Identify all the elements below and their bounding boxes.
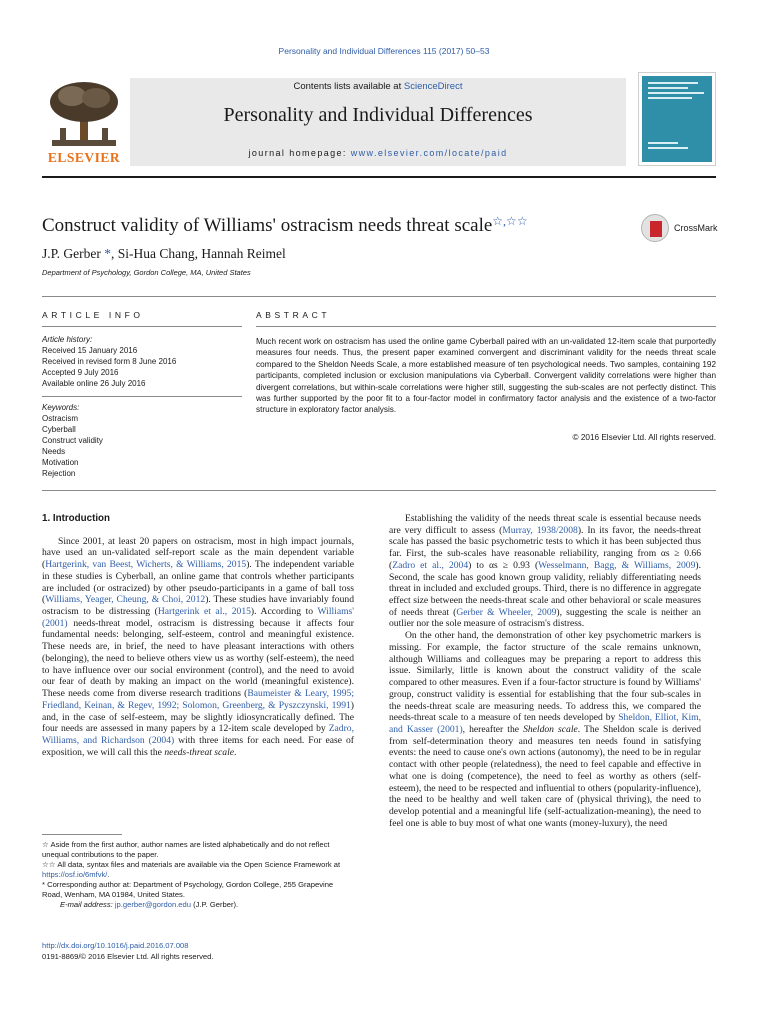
footnote-1-text: Aside from the first author, author names are listed alphabetically and do not reflect unequal contributions to the paper. [42,840,330,859]
body-text: ). In its favor, the needs-threat scale has passed the basic psychometric tests to which it has been subjected thus far. First, the sub-scales have reasonable reliability, ranging from αs ≥ 0.66 ( [389,524,701,571]
history-label: Article history: [42,335,93,344]
body-column-right [389,513,701,829]
footnote-rule [42,834,122,835]
citation-link[interactable]: Hartgerink et al., 2015 [157,606,251,618]
masthead-rule [42,176,716,178]
abstract-heading-rule [256,326,716,327]
doi-link[interactable]: http://dx.doi.org/10.1016/j.paid.2016.07.008 [42,941,189,950]
footnote-3 [42,880,354,900]
title-footnote-marks[interactable]: ☆,☆☆ [492,214,528,228]
keyword-item: Motivation [42,458,79,467]
body-text: ). Second, the scale has good known group validity, reliably differentiating needs threat in included and excluded groups. Third, there is no difference in aggregate effect size between the needs-threat scale and other behavioral or scale measures of needs threat ( [389,559,701,618]
article-title [42,214,528,237]
running-head[interactable] [0,46,768,56]
article-history [42,334,176,389]
abstract-heading: ABSTRACT [256,310,331,320]
crossmark-icon [641,214,669,242]
issn-line: 0191-8869/© 2016 Elsevier Ltd. All rights reserved. [42,951,214,961]
affiliation: Department of Psychology, Gordon College, MA, United States [42,268,251,277]
publisher-name: ELSEVIER [47,150,121,165]
keywords-label: Keywords: [42,403,80,412]
article-title-text: Construct validity of Williams' ostracism needs threat scale [42,215,493,236]
footnote-2-text: All data, syntax files and materials are available via the Open Science Framework at [57,860,341,869]
citation-link[interactable]: Sheldon, Elliot, Kim, and Kasser (2001) [389,712,701,735]
footnote-mark: ☆ [42,840,49,849]
info-top-rule [42,296,716,297]
body-text: ). These studies have invariably found ostracism to be distressing ( [42,594,354,618]
journal-homepage [130,148,626,158]
italic-term: needs-threat scale [164,746,235,758]
tree-logo-icon [42,78,126,150]
body-text: ) and, in the case of self-esteem, may be slightly idiosyncratically defined. The four needs are assessed in many papers by a 12-item scale developed by [42,699,354,735]
footnotes [42,840,354,910]
body-column-left [42,513,354,758]
citation-link[interactable]: Murray, 1938/2008 [502,524,578,536]
intro-paragraph-3 [389,630,701,829]
body-text: needs-threat model, ostracism is distressing because it affects four fundamental needs: belonging, self-esteem, control and meaningful existence. These needs are, in brief, the need to have pleasant interactions with others (belonging), the need to believe others view us as worthy (self-esteem), the need to have influence over our social environment (control), and the need to avoid our fear of death by making an impact on the world (meaningful existence). These needs come from diverse research traditions ( [42,617,354,700]
author-first: J.P. Gerber [42,246,105,261]
footnote-mark: ☆☆ [42,860,56,869]
author-list [42,246,286,262]
contents-prefix: Contents lists available at [293,81,404,92]
journal-title: Personality and Individual Differences [223,104,533,126]
crossmark-badge[interactable] [641,214,721,244]
body-text: . The Sheldon scale is derived from self-determination theory and measures ten needs found in satisfying events: the need to cause one's own actions (autonomy), the need to be in regular contact with other people (relatedness), the need to feel capable and effective in what one is doing (competence), the need to feel as worthy as others (self-esteem), the need to be respected and influential to others (popularity-influence), the need to be healthy and well taken care of (physical thriving), the need to develop potential and a meaningful life (self-actualization-meaning), the need to feel one is able to buy most of what one wants (money-luxury), the need [389,723,701,829]
keyword-item: Construct validity [42,436,103,445]
section-heading-introduction: 1. Introduction [42,513,111,524]
keywords-rule [42,396,242,397]
history-received: Received 15 January 2016 [42,346,138,355]
sciencedirect-link[interactable]: ScienceDirect [403,81,463,92]
article-info-heading: ARTICLE INFO [42,310,144,320]
abstract-bottom-rule [42,490,716,491]
corresponding-author-mark[interactable]: * [104,246,111,261]
email-suffix: (J.P. Gerber). [190,900,239,909]
body-text: ). The independent variable in these studies is Cyberball, an online game that controls whether participants are included (or ostracized) by other pseudo-participants in a game of ball toss ( [42,559,354,606]
keyword-item: Needs [42,447,66,456]
journal-cover-thumbnail[interactable] [638,72,716,166]
citation-link[interactable]: Hartgerink, van Beest, Wicherts, & Williams, 2015 [45,559,247,571]
email-label: E-mail address: [60,900,115,909]
body-text: . [234,746,237,758]
author-rest: , Si-Hua Chang, Hannah Reimel [111,246,286,261]
intro-paragraph-1 [42,536,354,759]
citation-link[interactable]: Williams, Yeager, Cheung, & Choi, 2012 [45,594,206,606]
body-text: ) to αs ≥ 0.93 ( [468,559,539,571]
email-link[interactable]: jp.gerber@gordon.edu [114,900,191,909]
doi-block [42,941,214,962]
crossmark-label: CrossMark [674,223,718,233]
history-accepted: Accepted 9 July 2016 [42,368,119,377]
info-heading-rule [42,326,242,327]
footnote-1 [42,840,354,860]
footnote-3-text: Corresponding author at: Department of Psychology, Gordon College, 255 Grapevine Road, Wenham, MA 01984, United States. [42,880,334,899]
body-text: On the other hand, the demonstration of other key psychometric markers is missing. For example, the factor structure of the scale remains unknown, although Williams and colleagues may be preparing a report to address this issue. Similarly, little is known about the construct validity of the scale compared to other measures. Even if a four-factor structure is found by Williams' group, construct validity is essential for establishing that the four sub-scales in the needs-threat scale are measuring needs. To address this, we compared the needs-threat scale to a measure of ten needs developed by [389,630,701,724]
intro-paragraph-2 [389,513,701,630]
cover-image [642,76,712,162]
masthead-band [130,78,626,166]
body-text: ), suggesting the scale is neither an outlier nor the sole measure of ostracism's distress. [389,606,701,630]
abstract-copyright: © 2016 Elsevier Ltd. All rights reserved. [572,433,716,442]
citation-link[interactable]: Baumeister & Leary, 1995; Friedland, Keinan, & Regev, 1992; Solomon, Greenberg, & Pyszczynski, 1991 [42,688,354,711]
contents-line [130,81,626,92]
osf-link[interactable]: https://osf.io/6mfvk/ [42,870,108,879]
body-text: , hereafter the [462,723,524,735]
footnote-2-end: . [107,870,110,879]
journal-masthead [42,72,716,166]
footnote-mark: * [42,880,45,889]
body-text: Since 2001, at least 20 papers on ostracism, most in high impact journals, have used an un-validated self-report scale as the main dependent variable ( [42,535,354,571]
citation-link[interactable]: Wesselmann, Bagg, & Williams, 2009 [538,559,696,571]
body-text: ). According to [250,606,318,618]
citation-link[interactable]: Zadro et al., 2004 [392,559,469,571]
citation-link[interactable]: Williams' (2001) [42,606,354,629]
footnote-email [42,900,354,910]
homepage-prefix: journal homepage: [248,148,351,158]
keyword-item: Ostracism [42,414,78,423]
citation-link[interactable]: Zadro, Williams, and Richardson (2004) [42,723,354,746]
keyword-item: Cyberball [42,425,76,434]
history-revised: Received in revised form 8 June 2016 [42,357,177,366]
elsevier-logo [42,78,126,166]
journal-citation-link[interactable]: Personality and Individual Differences 115 (2017) 50–53 [278,46,490,56]
body-text: Establishing the validity of the needs threat scale is essential because needs are very difficult to assess ( [389,513,701,536]
body-text: with three items for each need. For ease of exposition, we will call this the [42,734,354,758]
keywords-list [42,402,103,479]
italic-term: Sheldon scale [523,723,578,735]
keyword-item: Rejection [42,469,76,478]
abstract-text: Much recent work on ostracism has used the online game Cyberball paired with an un-validated 12-item scale that purportedly measures four needs. Thus, the present paper examined convergent and discriminant validity for the needs threat scale compared to the Sheldon Needs Scale, a more established measure of ten psychological needs. Two samples, containing 192 participants, completed inclusion or exclusion manipulations via Cyberball. Convergent validity correlations were higher than divergent correlations, but within-scale correlations were higher still, suggesting the sub-scales are not perfectly distinct. This was further supported by the poor fit to a four-factor model in confirmatory factor analysis and the existence of a two-factor structure in exploratory factor analysis. [256,337,716,415]
citation-link[interactable]: Gerber & Wheeler, 2009 [456,606,557,618]
homepage-link[interactable]: www.elsevier.com/locate/paid [350,148,508,158]
history-online: Available online 26 July 2016 [42,379,146,388]
footnote-2 [42,860,354,880]
